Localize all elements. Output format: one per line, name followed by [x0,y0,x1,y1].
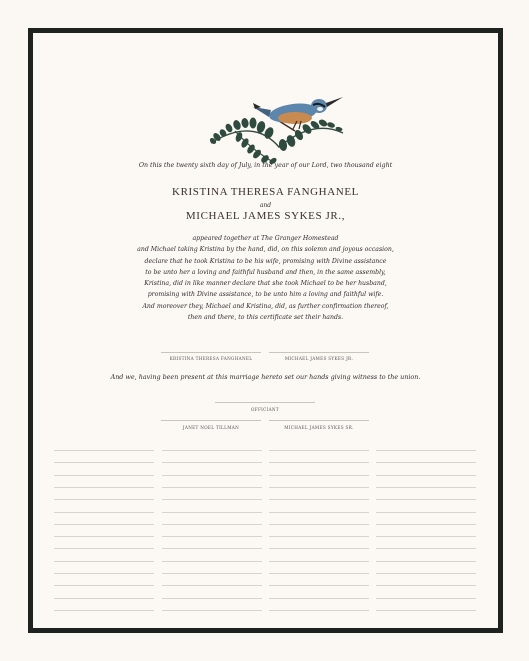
guest-signature-line[interactable] [54,475,154,476]
guest-signature-line[interactable] [54,548,154,549]
guest-signature-line[interactable] [269,487,369,488]
guest-signature-line[interactable] [376,450,476,451]
guest-signature-line[interactable] [54,487,154,488]
guest-signature-line[interactable] [162,487,262,488]
guest-signature-line[interactable] [162,585,262,586]
vows-line: promising with Divine assistance, to be unto him a loving and faithful wife. [147,291,384,299]
guest-signature-line[interactable] [376,573,476,574]
guest-signature-line[interactable] [162,548,262,549]
guest-signature-line[interactable] [269,573,369,574]
vows-line: and Michael taking Kristina by the hand, did, on this solemn and joyous occasion, [137,246,394,254]
groom-name: MICHAEL JAMES SYKES JR., [185,210,346,222]
vows-line: then and there, to this certificate set their hands. [187,314,344,322]
guest-signature-line[interactable] [376,536,476,537]
guest-signature-line[interactable] [269,548,369,549]
guest-signature-line[interactable] [162,512,262,513]
officiant-label: OFFICIANT [251,407,279,412]
guest-signature-line[interactable] [376,548,476,549]
nuthatch-fern-icon [183,61,351,173]
witness-one-label: JANET NOEL TILLMAN [182,425,240,430]
guest-signature-line[interactable] [54,561,154,562]
guest-signature-line[interactable] [54,536,154,537]
guest-signature-line[interactable] [54,524,154,525]
groom-signature-label: MICHAEL JAMES SYKES JR. [284,356,354,361]
guest-signature-line[interactable] [54,573,154,574]
guest-signature-line[interactable] [376,561,476,562]
witness-statement: And we, having been present at this marriage hereto set our hands giving witness to the union. [110,373,421,381]
guest-signature-line[interactable] [376,610,476,611]
guest-signature-line[interactable] [269,512,369,513]
guest-signature-line[interactable] [54,585,154,586]
vows-line: And moreover they, Michael and Kristina, did, as further confirmation thereof, [142,302,389,310]
guest-signature-line[interactable] [269,585,369,586]
guest-signature-line[interactable] [269,610,369,611]
guest-signature-line[interactable] [54,598,154,599]
guest-signature-line[interactable] [54,499,154,500]
bride-name: KRISTINA THERESA FANGHANEL [172,186,359,198]
guest-signature-line[interactable] [376,499,476,500]
vows-line: declare that he took Kristina to be his wife, promising with Divine assistance [144,257,387,265]
guest-signature-line[interactable] [376,598,476,599]
guest-signature-line[interactable] [376,512,476,513]
vows-line: appeared together at The Granger Homestead [192,235,339,242]
guest-signature-line[interactable] [269,450,369,451]
guest-signature-line[interactable] [269,499,369,500]
guest-signature-line[interactable] [54,610,154,611]
guest-signature-line[interactable] [376,524,476,525]
guest-signature-line[interactable] [162,475,262,476]
guest-signature-line[interactable] [376,462,476,463]
vows-paragraph [33,233,498,323]
officiant-signature-line[interactable] [215,402,315,403]
guest-signature-line[interactable] [162,450,262,451]
conjunction-text: and [259,202,272,209]
guest-signature-line[interactable] [162,499,262,500]
witness-two-label: MICHAEL JAMES SYKES SR. [284,425,354,430]
guest-signature-line[interactable] [269,524,369,525]
guest-signature-line[interactable] [269,598,369,599]
guest-signature-line[interactable] [269,462,369,463]
guest-signature-line[interactable] [162,573,262,574]
guest-signature-line[interactable] [54,450,154,451]
guest-signature-line[interactable] [54,462,154,463]
guest-signature-line[interactable] [269,475,369,476]
bride-signature-line[interactable] [161,352,261,353]
guest-signature-line[interactable] [162,536,262,537]
guest-signature-line[interactable] [162,598,262,599]
vows-line: Kristina, did in like manner declare that she took Michael to be her husband, [144,280,387,288]
guest-signature-line[interactable] [162,561,262,562]
guest-signature-line[interactable] [376,585,476,586]
certificate-frame [28,28,503,633]
guest-signature-line[interactable] [162,610,262,611]
intro-text: On this the twenty sixth day of July, in the year of our Lord, two thousand eight [138,162,393,169]
guest-signature-line[interactable] [54,512,154,513]
guest-signature-line[interactable] [162,462,262,463]
guest-signature-line[interactable] [376,487,476,488]
witness-one-signature-line[interactable] [161,420,261,421]
groom-signature-line[interactable] [269,352,369,353]
guest-signature-line[interactable] [376,475,476,476]
guest-signature-line[interactable] [269,536,369,537]
witness-two-signature-line[interactable] [269,420,369,421]
bride-signature-label: KRISTINA THERESA FANGHANEL [169,356,253,361]
guest-signature-line[interactable] [269,561,369,562]
vows-line: to be unto her a loving and faithful husband and then, in the same assembly, [145,268,386,276]
guest-signature-line[interactable] [162,524,262,525]
